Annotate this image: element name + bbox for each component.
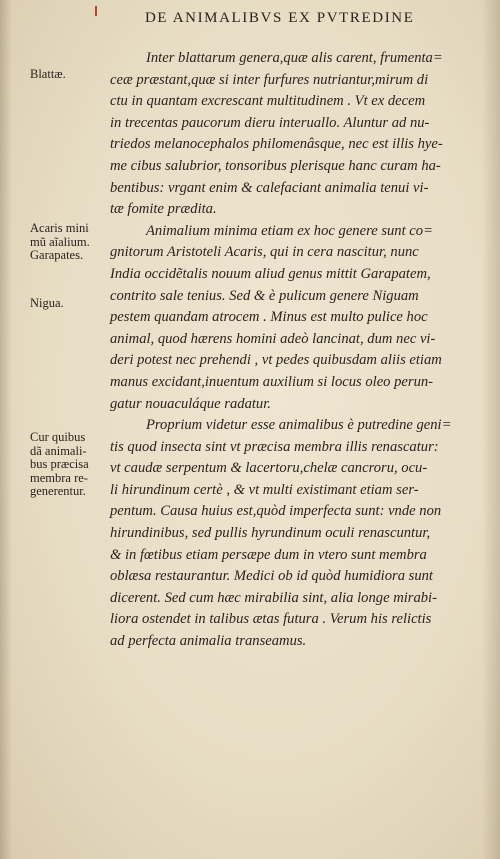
text-line: & in fœtibus etiam persæpe dum in vtero sunt membra [110,546,427,563]
gutter-shadow [0,0,12,859]
running-header: DE ANIMALIBVS EX PVTREDINE [145,10,415,26]
margin-line: bus præcisa [30,457,89,471]
text-line: Animalium minima etiam ex hoc genere sunt co= [146,222,433,239]
text-line: India occidẽtalis nouum aliud genus mittit Garapatem, [110,265,431,282]
margin-line: mũ aĩalium. [30,234,90,249]
text-line: ctu in quantam excrescant multitudinem . Vt ex decem [110,93,426,110]
margin-line: Nigua. [30,296,64,310]
margin-line: membra re- [30,470,88,485]
margin-line: Acaris mini [30,221,89,235]
margin-note-acaris [30,222,110,263]
text-line: Proprium videtur esse animalibus è putredine geni= [146,417,452,434]
text-line: vt caudæ serpentum & lacertoru,chelæ cancroru, ocu- [110,460,428,477]
text-line: gatur nouaculáque radatur. [110,395,271,412]
red-thread-mark [95,6,97,16]
margin-line: Cur quibus [30,430,86,444]
text-line: manus excidant,inuentum auxilium si locus oleo perun- [110,373,434,390]
margin-note-blattae [30,68,110,82]
margin-line: dã animali- [30,443,87,458]
paragraph-acaris [110,221,460,415]
text-line: pentum. Causa huius est,quòd imperfecta sunt: vnde non [110,503,442,520]
margin-line: generentur. [30,484,86,498]
text-line: animal, quod hærens homini adeò lancinat, dum nec vi- [110,330,436,347]
margin-line: Blattæ. [30,67,66,81]
text-line: Inter blattarum genera,quæ alis carent, frumenta= [146,50,443,66]
text-line: tæ fomite prædita. [110,201,217,218]
margin-note-nigua [30,297,110,311]
page-edge-shadow [482,0,500,859]
paragraph-blattae [110,48,460,221]
text-line: in trecentas paucorum dieru interuallo. Aluntur ad nu- [110,114,430,131]
text-line: gnitorum Aristoteli Acaris, qui in cera nascitur, nunc [110,244,419,261]
text-line: oblæsa restaurantur. Medici ob id quòd humidiora sunt [110,568,433,585]
paragraph-regeneration [110,415,460,653]
text-line: deri potest nec prehendi , vt pedes quibusdam aliis etiam [110,352,442,369]
text-line: tis quod insecta sint vt præcisa membra illis renascatur: [110,438,439,455]
text-line: ceæ præstant,quæ si inter furfures nutriantur,mirum di [110,71,429,88]
text-line: me cibus salubrior, tonsoribus plerisque hanc curam ha- [110,157,441,174]
text-line: dicerent. Sed cum hæc mirabilia sint, alia longe mirabi- [110,589,437,606]
text-line: triedos melanocephalos philomenâsque, nec est illis hye- [110,136,443,153]
text-line: hirundinibus, sed pullis hyrundinum oculi renascuntur, [110,525,431,542]
text-line: pestem quandam atrocem . Minus est multo pulice hoc [110,309,428,326]
margin-line: Garapates. [30,248,84,262]
text-line: li hirundinum certè , & vt multi existimant etiam ser- [110,481,419,498]
margin-note-regeneration [30,431,110,499]
text-line: bentibus: vrgant enim & calefaciant animalia tenui vi- [110,179,429,196]
main-text [110,48,460,653]
text-line: contrito sale tenius. Sed & è pulicum genere Niguam [110,287,419,304]
text-line: liora ostendet in talibus ætas futura . Verum his relictis [110,611,432,628]
text-line: ad perfecta animalia transeamus. [110,633,307,650]
